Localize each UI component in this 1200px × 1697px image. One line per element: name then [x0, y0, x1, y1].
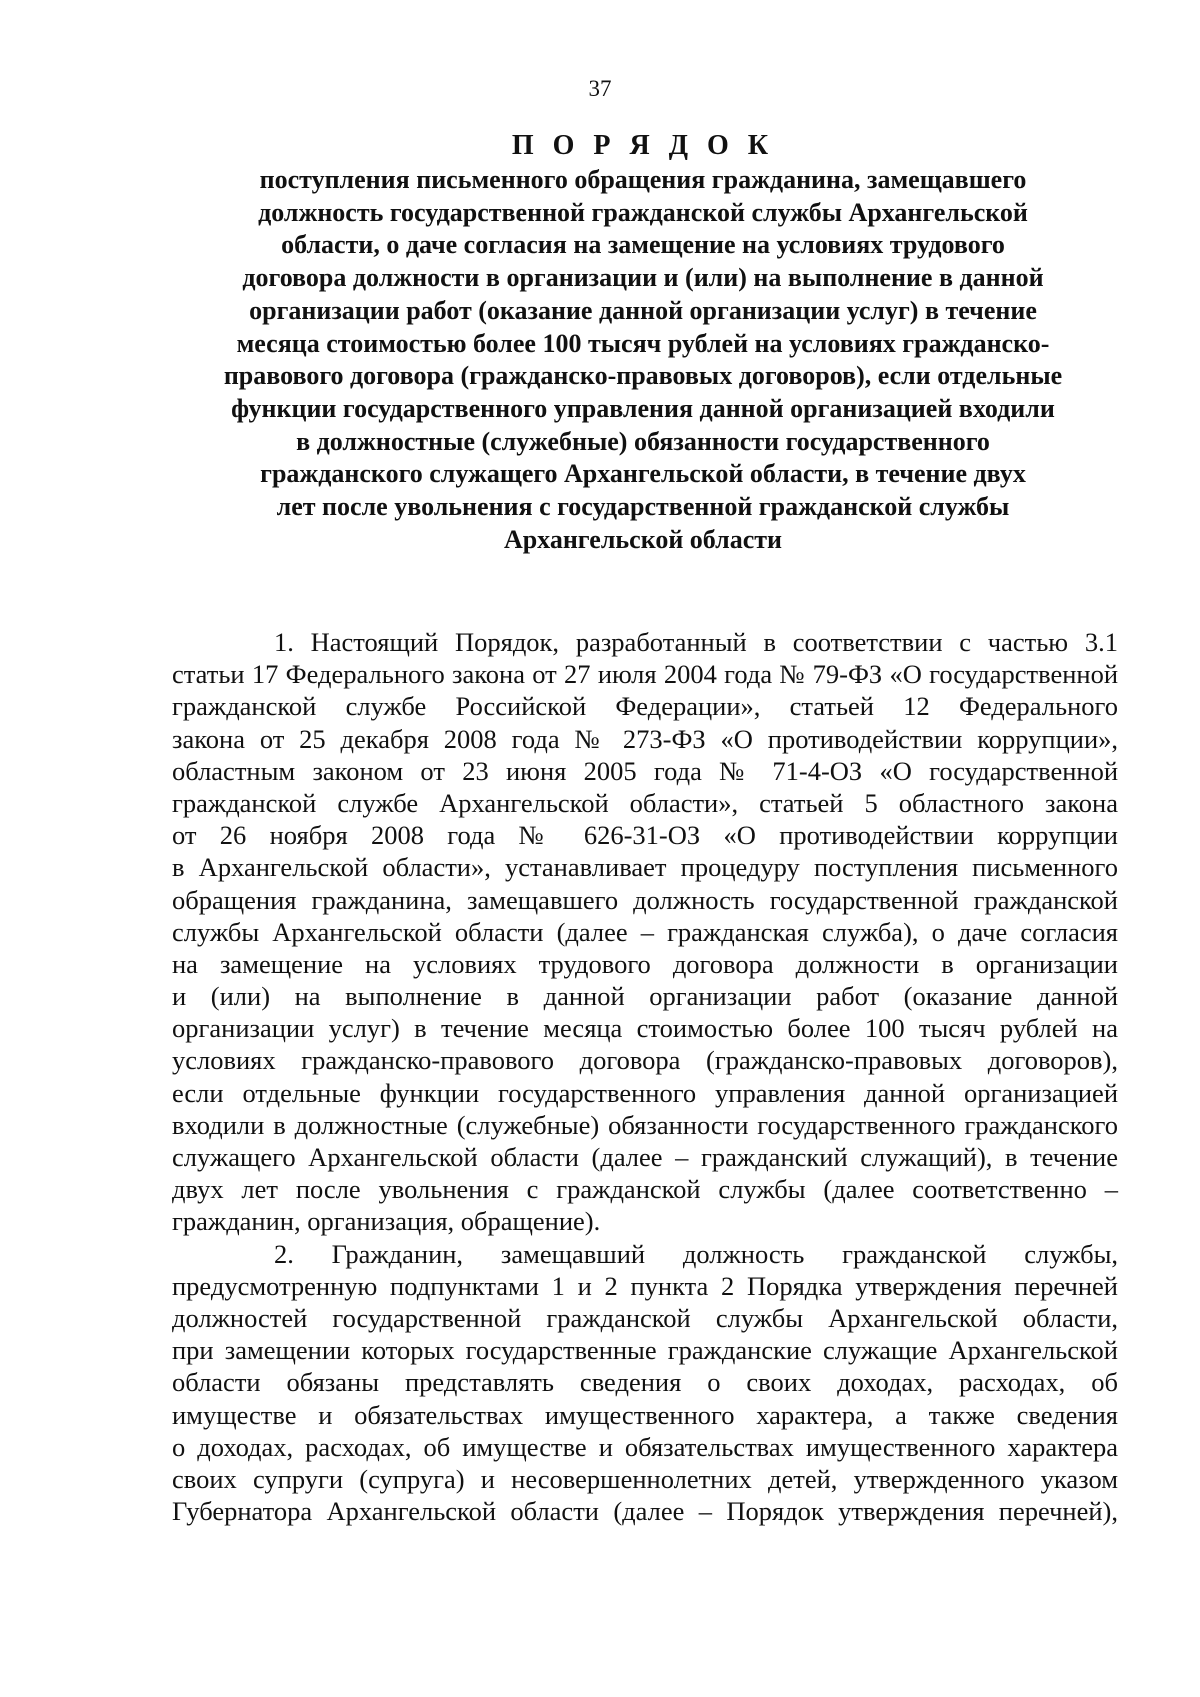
body-line: обращения гражданина, замещавшего должность государственной гражданской [172, 884, 1118, 915]
body-line: и (или) на выполнение в данной организации работ (оказание данной [172, 981, 1118, 1012]
body-line: входили в должностные (служебные) обязанности государственного гражданского [172, 1109, 1118, 1140]
body-line: организации услуг) в течение месяца стоимостью более 100 тысяч рублей на [172, 1013, 1118, 1044]
body-line: закона от 25 декабря 2008 года № 273-ФЗ «О противодействии коррупции», [172, 723, 1118, 754]
subtitle-line: правового договора (гражданско-правовых договоров), если отдельные [223, 361, 1063, 391]
subtitle-line: Архангельской области [503, 524, 783, 554]
body-line: условиях гражданско-правового договора (гражданско-правовых договоров), [172, 1045, 1118, 1076]
body-line: гражданской службе Архангельской области», статьей 5 областного закона [172, 787, 1118, 818]
subtitle-line: поступления письменного обращения гражданина, замещавшего [259, 165, 1027, 194]
subtitle-line: должность государственной гражданской службы Архангельской [258, 197, 1028, 227]
body-line: если отдельные функции государственного управления данной организацией [172, 1077, 1118, 1108]
body-line: областным законом от 23 июня 2005 года № 71-4-ОЗ «О государственной [172, 755, 1118, 786]
body-line: при замещении которых государственные гражданские служащие Архангельской [172, 1335, 1118, 1366]
subtitle-line: договора должности в организации и (или) на выполнение в данной [242, 263, 1044, 293]
subtitle-line: лет после увольнения с государственной гражданской службы [276, 492, 1010, 522]
body-line: в Архангельской области», устанавливает процедуру поступления письменного [172, 852, 1118, 883]
body-line: гражданин, организация, обращение). [172, 1206, 601, 1237]
body-line: области обязаны представлять сведения о своих доходах, расходах, об [172, 1367, 1118, 1398]
body-line: на замещение на условиях трудового договора должности в организации [172, 948, 1118, 979]
subtitle-line: гражданского служащего Архангельской области, в течение двух [260, 459, 1026, 489]
body-line: Губернатора Архангельской области (далее – Порядок утверждения перечней), [172, 1496, 1118, 1527]
body-line: имуществе и обязательствах имущественного характера, а также сведения [172, 1399, 1118, 1430]
body-line: служащего Архангельской области (далее – гражданский служащий), в течение [172, 1142, 1118, 1172]
body-line: 2. Гражданин, замещавший должность гражданской службы, [274, 1238, 1118, 1269]
page-number: 37 [588, 76, 612, 101]
title-block [170, 128, 1116, 556]
subtitle-line: в должностные (служебные) обязанности государственного [296, 426, 990, 456]
body-line: двух лет после увольнения с гражданской службы (далее соответственно – [172, 1174, 1118, 1205]
body-line: службы Архангельской области (далее – гражданская служба), о даче согласия [172, 916, 1118, 947]
body-line: от 26 ноября 2008 года № 626-31-ОЗ «О противодействии коррупции [172, 820, 1118, 851]
body-line: своих супруги (супруга) и несовершеннолетних детей, утвержденного указом [172, 1463, 1118, 1494]
document-body [172, 626, 1118, 1527]
document-title: П О Р Я Д О К [511, 130, 775, 161]
body-line: о доходах, расходах, об имуществе и обязательствах имущественного характера [172, 1431, 1118, 1462]
body-line: гражданской службе Российской Федерации», статьей 12 Федерального [172, 691, 1118, 722]
subtitle-line: функции государственного управления данной организацией входили [231, 393, 1055, 423]
body-line: должностей государственной гражданской службы Архангельской области, [172, 1302, 1118, 1333]
subtitle-line: месяца стоимостью более 100 тысяч рублей на условиях гражданско- [236, 328, 1050, 358]
body-line: 1. Настоящий Порядок, разработанный в соответствии с частью 3.1 [274, 627, 1118, 657]
body-line: предусмотренную подпунктами 1 и 2 пункта 2 Порядка утверждения перечней [172, 1270, 1118, 1301]
body-line: статьи 17 Федерального закона от 27 июля 2004 года № 79-ФЗ «О государственной [172, 659, 1118, 690]
subtitle-line: организации работ (оказание данной организации услуг) в течение [249, 295, 1037, 325]
subtitle-line: области, о даче согласия на замещение на условиях трудового [281, 230, 1005, 260]
